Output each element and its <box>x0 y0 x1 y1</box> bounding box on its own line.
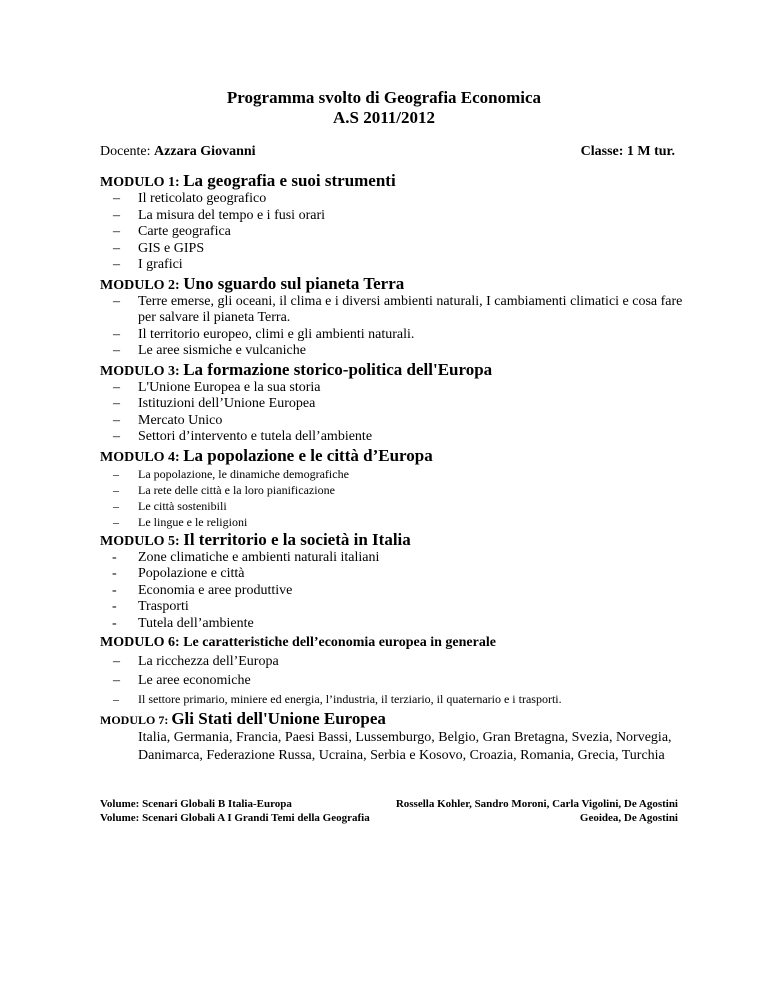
item-text: Settori d’intervento e tutela dell’ambiente <box>138 429 373 444</box>
teacher-name: Azzara Giovanni <box>154 144 256 159</box>
module-title: La popolazione e le città d’Europa <box>183 445 433 465</box>
dash-bullet-icon: – <box>113 673 120 688</box>
module-title: La formazione storico-politica dell'Europa <box>183 359 493 379</box>
dash-bullet-icon: – <box>113 343 120 358</box>
hyphen-bullet-icon: - <box>112 566 117 581</box>
class-label: Classe: 1 M tur. <box>580 144 675 159</box>
list-item <box>100 396 700 413</box>
dash-bullet-icon: – <box>113 379 120 395</box>
module-items <box>100 294 700 360</box>
list-item <box>100 327 700 344</box>
dash-bullet-icon: – <box>113 654 120 669</box>
dash-bullet-icon: – <box>113 293 120 309</box>
hyphen-bullet-icon: - <box>112 582 117 598</box>
item-text: La rete delle città e la loro pianificazione <box>138 482 335 497</box>
item-text: Le aree economiche <box>138 673 251 688</box>
module-label: MODULO 3: <box>100 363 184 379</box>
dash-bullet-icon: – <box>113 191 120 206</box>
module-heading <box>100 360 700 380</box>
module-4 <box>100 446 700 530</box>
item-text: Le aree sismiche e vulcaniche <box>138 343 306 358</box>
reference-authors: Rossella Kohler, Sandro Moroni, Carla Vigolini, De Agostini <box>395 798 678 810</box>
list-item <box>100 671 700 690</box>
module-7 <box>100 709 700 765</box>
module-title: Le caratteristiche dell’economia europea in generale <box>183 635 496 650</box>
list-item <box>100 566 700 583</box>
list-item <box>100 616 700 633</box>
item-text: Carte geografica <box>138 224 231 239</box>
reference-row <box>100 811 678 825</box>
item-text: Terre emerse, gli oceani, il clima e i diversi ambienti naturali, I cambiamenti climatici e cosa fare per salvare il pianeta Terra. <box>138 293 683 325</box>
module-heading <box>100 446 700 466</box>
module-3 <box>100 360 700 446</box>
dash-bullet-icon: – <box>113 257 120 272</box>
item-text: Le lingue e le religioni <box>138 514 248 529</box>
item-text: Tutela dell’ambiente <box>138 615 254 631</box>
item-text: Mercato Unico <box>138 412 223 428</box>
module-label: MODULO 6: <box>100 635 184 650</box>
list-item <box>100 257 700 274</box>
item-text: GIS e GIPS <box>138 240 205 256</box>
dash-bullet-icon: – <box>113 240 120 256</box>
list-item <box>100 241 700 258</box>
list-item <box>100 498 700 514</box>
module-label: MODULO 5: <box>100 533 184 549</box>
item-text: La ricchezza dell’Europa <box>138 654 279 669</box>
module-items <box>100 652 700 709</box>
reference-authors: Geoidea, De Agostini <box>579 812 678 824</box>
school-year: A.S 2011/2012 <box>332 108 436 127</box>
item-text: Il settore primario, miniere ed energia, l’industria, il terziario, il quaternario e i trasporti. <box>138 692 562 706</box>
item-text: L'Unione Europea e la sua storia <box>138 379 321 395</box>
module-label: MODULO 4: <box>100 449 184 465</box>
list-item <box>100 652 700 671</box>
reference-volume: Volume: Scenari Globali A I Grandi Temi della Geografia <box>100 812 370 824</box>
list-item <box>100 482 700 498</box>
item-text: Il reticolato geografico <box>138 191 267 206</box>
list-item <box>100 466 700 482</box>
list-item <box>100 599 700 616</box>
module-heading <box>100 530 700 550</box>
dash-bullet-icon: – <box>113 466 119 481</box>
module-label: MODULO 1: <box>100 175 184 190</box>
module-heading <box>100 709 700 729</box>
hyphen-bullet-icon: - <box>112 615 117 631</box>
item-text: Il territorio europeo, climi e gli ambienti naturali. <box>138 326 415 342</box>
module-title: Gli Stati dell'Unione Europea <box>171 709 386 728</box>
list-item <box>100 191 700 208</box>
states-list: Italia, Germania, Francia, Paesi Bassi, Lussemburgo, Belgio, Gran Bretagna, Svezia, Norvegia, Danimarca, Federazione Russa, Ucraina, Serbia e Kosovo, Croazia, Romania, Grecia, Turchia <box>138 730 672 763</box>
list-item <box>100 514 700 530</box>
list-item <box>100 380 700 397</box>
item-text: I grafici <box>138 257 183 272</box>
hyphen-bullet-icon: - <box>112 599 117 614</box>
item-text: Le città sostenibili <box>138 498 227 513</box>
hyphen-bullet-icon: - <box>112 549 117 565</box>
list-item <box>100 208 700 225</box>
item-text: La misura del tempo e i fusi orari <box>138 207 325 223</box>
dash-bullet-icon: – <box>113 412 120 428</box>
teacher-label: Docente: <box>100 144 155 159</box>
module-label: MODULO 2: <box>100 277 184 293</box>
module-title: Uno sguardo sul pianeta Terra <box>183 273 405 293</box>
dash-bullet-icon: – <box>113 326 120 342</box>
module-items <box>100 466 700 530</box>
item-text: Economia e aree produttive <box>138 582 293 598</box>
module-heading <box>100 274 700 294</box>
module-items <box>100 550 700 633</box>
list-item <box>100 583 700 600</box>
list-item <box>100 224 700 241</box>
list-item <box>100 294 700 327</box>
reference-row <box>100 797 678 811</box>
module-items <box>100 380 700 446</box>
list-item <box>100 429 700 446</box>
item-text: Popolazione e città <box>138 566 245 581</box>
list-item <box>100 690 700 709</box>
list-item <box>100 343 700 360</box>
module-6 <box>100 632 700 709</box>
list-item <box>100 550 700 567</box>
item-text: Trasporti <box>138 599 189 614</box>
dash-bullet-icon: – <box>113 498 119 513</box>
textbook-references <box>100 797 678 825</box>
program-content <box>100 171 700 765</box>
module-heading <box>100 632 700 652</box>
dash-bullet-icon: – <box>113 207 120 223</box>
module-items <box>100 191 700 274</box>
module-title: Il territorio e la società in Italia <box>183 529 411 549</box>
module-5 <box>100 530 700 633</box>
module-heading <box>100 171 700 191</box>
module-1 <box>100 171 700 274</box>
item-text: Zone climatiche e ambienti naturali italiani <box>138 549 380 565</box>
dash-bullet-icon: – <box>113 429 120 444</box>
teacher <box>100 144 256 160</box>
dash-bullet-icon: – <box>113 396 120 411</box>
list-item <box>100 413 700 430</box>
document-title: Programma svolto di Geografia Economica <box>226 88 542 107</box>
item-text: Istituzioni dell’Unione Europea <box>138 396 316 411</box>
module-title: La geografia e suoi strumenti <box>183 171 396 190</box>
module-2 <box>100 274 700 360</box>
dash-bullet-icon: – <box>113 514 119 529</box>
item-text: La popolazione, le dinamiche demografiche <box>138 466 349 481</box>
dash-bullet-icon: – <box>113 224 120 239</box>
reference-volume: Volume: Scenari Globali B Italia-Europa <box>100 798 292 810</box>
dash-bullet-icon: – <box>113 692 119 706</box>
dash-bullet-icon: – <box>113 482 119 497</box>
module-label: MODULO 7: <box>100 713 172 727</box>
